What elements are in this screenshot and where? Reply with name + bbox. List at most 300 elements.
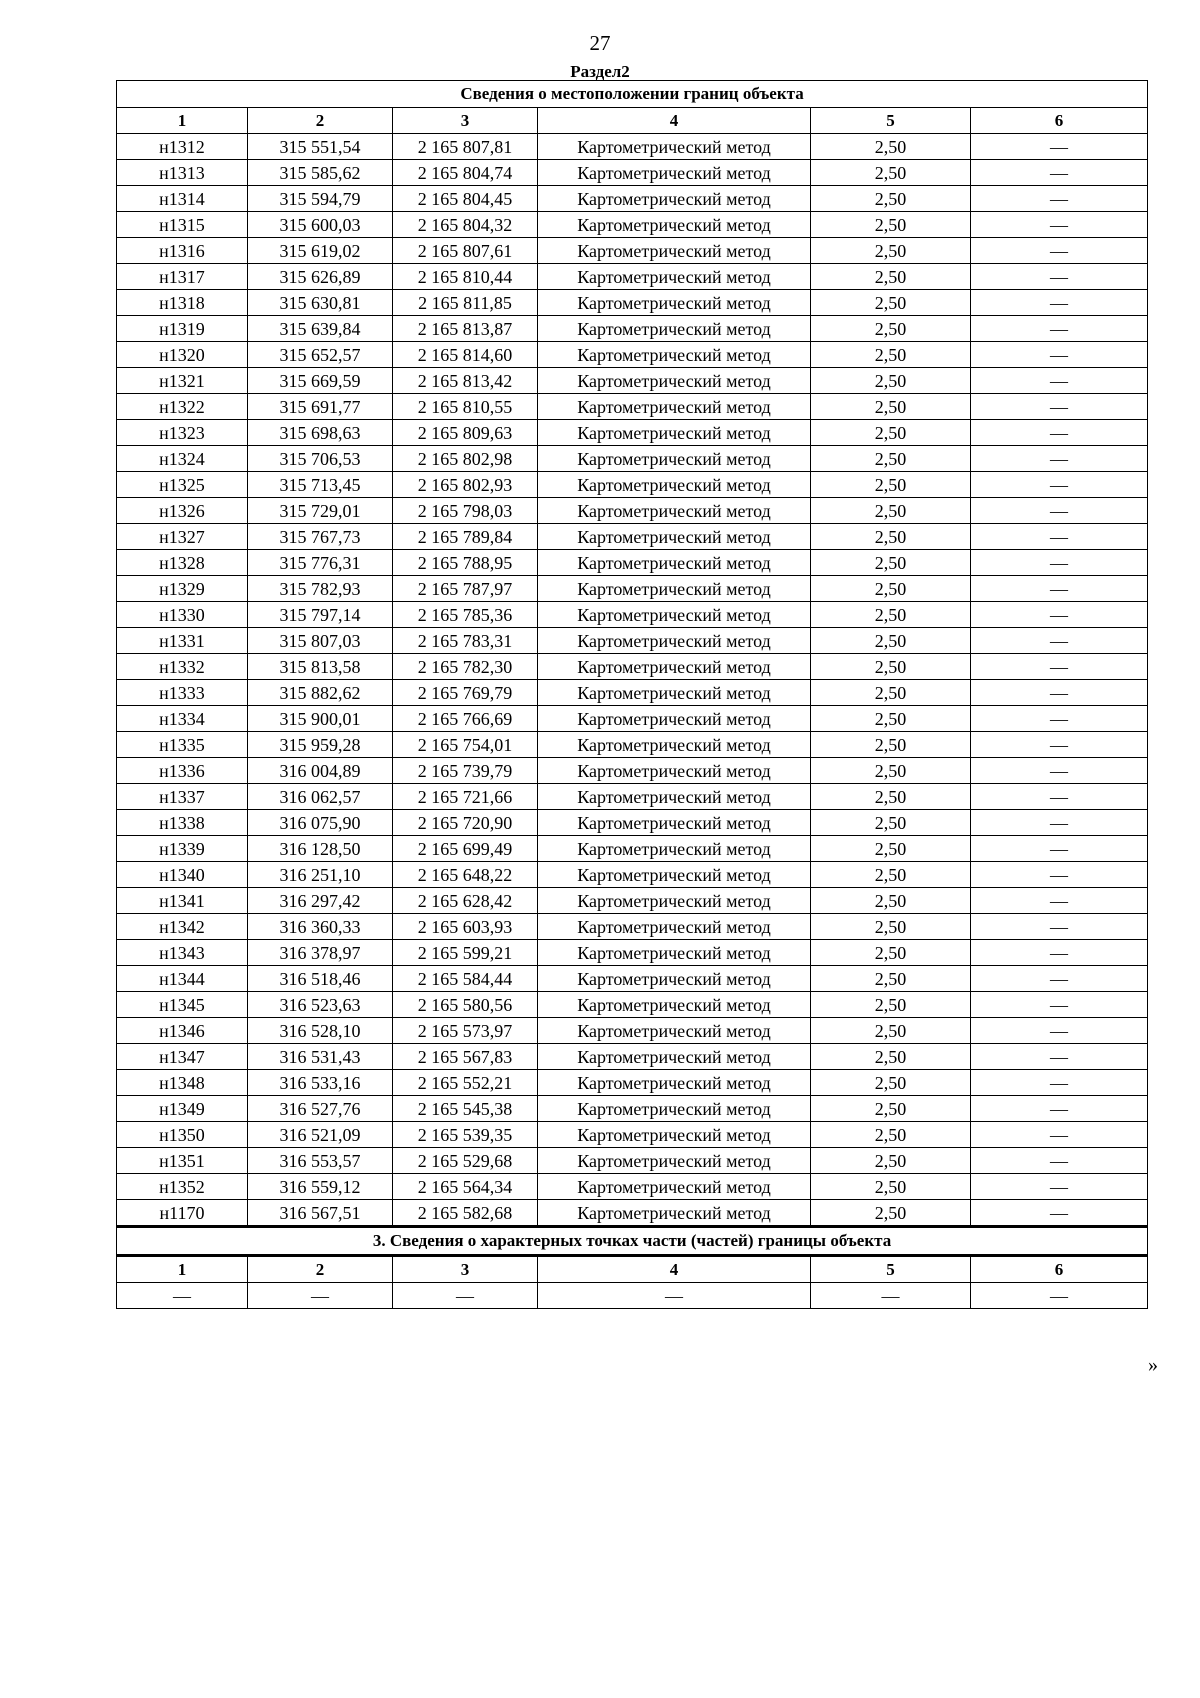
table-row	[117, 1122, 1148, 1148]
table-row	[117, 836, 1148, 862]
table-row-cell: 2,50	[811, 1200, 971, 1227]
table-row	[117, 134, 1148, 160]
table-row-cell: 2 165 807,61	[393, 238, 538, 264]
table-row-cell: —	[971, 1096, 1148, 1122]
table-row-cell: 2,50	[811, 342, 971, 368]
table-row-cell: Картометрический метод	[538, 1122, 811, 1148]
table-row-cell: 2 165 813,42	[393, 368, 538, 394]
table-row-cell: —	[971, 420, 1148, 446]
table-row-cell: —	[971, 680, 1148, 706]
table-row-cell: Картометрический метод	[538, 134, 811, 160]
table-row-cell: —	[971, 550, 1148, 576]
table-row-cell: н1348	[117, 1070, 248, 1096]
table-row-cell: 2,50	[811, 524, 971, 550]
table-row-cell: Картометрический метод	[538, 342, 811, 368]
table-row-cell: 2,50	[811, 290, 971, 316]
table-row-cell: 2 165 720,90	[393, 810, 538, 836]
table-row-cell: Картометрический метод	[538, 524, 811, 550]
table-row-cell: 2 165 529,68	[393, 1148, 538, 1174]
table-row-cell: —	[971, 1018, 1148, 1044]
table-row	[117, 394, 1148, 420]
table-row-cell: —	[971, 1044, 1148, 1070]
table-row	[117, 1096, 1148, 1122]
table-row-cell: 2 165 648,22	[393, 862, 538, 888]
table1-header-row-cell: 6	[971, 108, 1148, 134]
table-row-cell: Картометрический метод	[538, 316, 811, 342]
table-row-cell: —	[393, 1283, 538, 1309]
table1-header-row	[117, 108, 1148, 134]
table-row-cell: 2,50	[811, 446, 971, 472]
table-row-cell: 316 360,33	[248, 914, 393, 940]
table-row-cell: Картометрический метод	[538, 290, 811, 316]
table-row	[117, 160, 1148, 186]
table-row-cell: 315 600,03	[248, 212, 393, 238]
table-row-cell: 2 165 599,21	[393, 940, 538, 966]
table-row	[117, 1044, 1148, 1070]
table-row-cell: 316 062,57	[248, 784, 393, 810]
table2-caption: 3. Сведения о характерных точках части (частей) границы объекта	[117, 1227, 1148, 1256]
table-row-cell: 2 165 721,66	[393, 784, 538, 810]
table-row-cell: н1329	[117, 576, 248, 602]
table1-header-row-cell: 1	[117, 108, 248, 134]
table-row-cell: н1346	[117, 1018, 248, 1044]
table-row-cell: 2 165 628,42	[393, 888, 538, 914]
table-row-cell: Картометрический метод	[538, 1018, 811, 1044]
table-row-cell: Картометрический метод	[538, 732, 811, 758]
table-row-cell: 2 165 810,44	[393, 264, 538, 290]
table-row	[117, 654, 1148, 680]
table-row	[117, 784, 1148, 810]
table-row-cell: 2,50	[811, 160, 971, 186]
table-row-cell: 2 165 810,55	[393, 394, 538, 420]
table-row-cell: 2 165 739,79	[393, 758, 538, 784]
table-row-cell: 2,50	[811, 1122, 971, 1148]
table-row-cell: Картометрический метод	[538, 810, 811, 836]
table-row-cell: 2 165 545,38	[393, 1096, 538, 1122]
table2-header-row-cell: 5	[811, 1256, 971, 1283]
table-row-cell: 2 165 811,85	[393, 290, 538, 316]
table-row	[117, 212, 1148, 238]
table-row-cell: 2,50	[811, 628, 971, 654]
table-row-cell: 315 807,03	[248, 628, 393, 654]
table-row-cell: 316 378,97	[248, 940, 393, 966]
table-row	[117, 862, 1148, 888]
table-row-cell: 2 165 539,35	[393, 1122, 538, 1148]
table-row-cell: 2 165 573,97	[393, 1018, 538, 1044]
table-row-cell: —	[971, 212, 1148, 238]
table-row	[117, 264, 1148, 290]
table-row-cell: 2,50	[811, 1174, 971, 1200]
table-row-cell: 315 652,57	[248, 342, 393, 368]
table-row-cell: н1340	[117, 862, 248, 888]
table-row-cell: 315 585,62	[248, 160, 393, 186]
table-row-cell: н1335	[117, 732, 248, 758]
table-row-cell: —	[971, 576, 1148, 602]
table-row-cell: 2 165 807,81	[393, 134, 538, 160]
table-row-cell: 316 128,50	[248, 836, 393, 862]
table-row-cell: 2 165 603,93	[393, 914, 538, 940]
table-row-cell: 315 767,73	[248, 524, 393, 550]
table-row-cell: 2 165 754,01	[393, 732, 538, 758]
table-row	[117, 1174, 1148, 1200]
table-row-cell: —	[971, 992, 1148, 1018]
table-row-cell: н1326	[117, 498, 248, 524]
table-row-cell: —	[971, 498, 1148, 524]
table-row-cell: Картометрический метод	[538, 680, 811, 706]
table-row-cell: 2 165 798,03	[393, 498, 538, 524]
table-row-cell: 315 959,28	[248, 732, 393, 758]
table-row-cell: —	[971, 1148, 1148, 1174]
table-row-cell: н1347	[117, 1044, 248, 1070]
table-row-cell: н1337	[117, 784, 248, 810]
table-row-cell: н1345	[117, 992, 248, 1018]
table-row	[117, 680, 1148, 706]
table-row-cell: —	[971, 1070, 1148, 1096]
table-row-cell: —	[971, 628, 1148, 654]
table-row-cell: Картометрический метод	[538, 706, 811, 732]
table-row-cell: Картометрический метод	[538, 940, 811, 966]
table-row-cell: Картометрический метод	[538, 654, 811, 680]
table-row-cell: Картометрический метод	[538, 1174, 811, 1200]
table-row-cell: 2,50	[811, 212, 971, 238]
table-row-cell: н1315	[117, 212, 248, 238]
table-row	[117, 992, 1148, 1018]
table-row-cell: 315 594,79	[248, 186, 393, 212]
table-row	[117, 446, 1148, 472]
table-row-cell: н1317	[117, 264, 248, 290]
closing-quote: »	[1148, 1354, 1158, 1376]
table-row-cell: 2 165 766,69	[393, 706, 538, 732]
table-row-cell: 2,50	[811, 940, 971, 966]
table-row-cell: 316 523,63	[248, 992, 393, 1018]
table-row-cell: 2,50	[811, 1096, 971, 1122]
table2-header-row-cell: 4	[538, 1256, 811, 1283]
table-row-cell: —	[971, 264, 1148, 290]
table-row	[117, 888, 1148, 914]
table-row-cell: —	[971, 160, 1148, 186]
table-row-cell: 315 630,81	[248, 290, 393, 316]
table-row	[117, 732, 1148, 758]
table-row-cell: 2 165 802,93	[393, 472, 538, 498]
table-row-cell: 316 297,42	[248, 888, 393, 914]
table-row-cell: Картометрический метод	[538, 1200, 811, 1227]
table-row-cell: 315 626,89	[248, 264, 393, 290]
table-row-cell: н1321	[117, 368, 248, 394]
table-row-cell: Картометрический метод	[538, 212, 811, 238]
table-row-cell: —	[971, 290, 1148, 316]
table-row-cell: 316 559,12	[248, 1174, 393, 1200]
table-row-cell: Картометрический метод	[538, 1096, 811, 1122]
table-row-cell: 2 165 788,95	[393, 550, 538, 576]
table-row-cell: н1344	[117, 966, 248, 992]
table-row-cell: 2,50	[811, 472, 971, 498]
table-row-cell: 2,50	[811, 1044, 971, 1070]
table-row-cell: —	[971, 1122, 1148, 1148]
table-row-cell: н1343	[117, 940, 248, 966]
table-row-cell: 2,50	[811, 914, 971, 940]
table-row-cell: 2,50	[811, 368, 971, 394]
table-row-cell: 315 729,01	[248, 498, 393, 524]
table-row	[117, 706, 1148, 732]
table2-header-row-cell: 1	[117, 1256, 248, 1283]
table-row	[117, 368, 1148, 394]
table-row-cell: —	[971, 472, 1148, 498]
table-row-cell: 315 619,02	[248, 238, 393, 264]
table-row-cell: н1324	[117, 446, 248, 472]
table-row-cell: 316 553,57	[248, 1148, 393, 1174]
table-row-cell: 2 165 809,63	[393, 420, 538, 446]
table-row-cell: 315 882,62	[248, 680, 393, 706]
table-row	[117, 966, 1148, 992]
table-row-cell: 2 165 813,87	[393, 316, 538, 342]
table1-header-row-cell: 4	[538, 108, 811, 134]
table-row-cell: н1322	[117, 394, 248, 420]
table-row-cell: —	[971, 784, 1148, 810]
table-row-cell: н1328	[117, 550, 248, 576]
table-row-cell: —	[538, 1283, 811, 1309]
table-row	[117, 810, 1148, 836]
table-row-cell: 315 776,31	[248, 550, 393, 576]
table1-header-row-cell: 2	[248, 108, 393, 134]
table-row-cell: Картометрический метод	[538, 602, 811, 628]
table-row	[117, 1148, 1148, 1174]
table-row-cell: н1327	[117, 524, 248, 550]
table-row-cell: 2 165 783,31	[393, 628, 538, 654]
table-row	[117, 186, 1148, 212]
table-row	[117, 602, 1148, 628]
table-row-cell: Картометрический метод	[538, 550, 811, 576]
table-row-cell: —	[971, 1200, 1148, 1227]
table-row-cell: 316 251,10	[248, 862, 393, 888]
table-row-cell: —	[971, 836, 1148, 862]
table-row-cell: Картометрический метод	[538, 238, 811, 264]
table-row-cell: 2,50	[811, 732, 971, 758]
table-row-cell: 315 782,93	[248, 576, 393, 602]
table1-caption: Сведения о местоположении границ объекта	[117, 81, 1148, 108]
table-row-cell: н1338	[117, 810, 248, 836]
table1-header-row-cell: 3	[393, 108, 538, 134]
table-row-cell: н1323	[117, 420, 248, 446]
table-row-cell: 316 533,16	[248, 1070, 393, 1096]
table-row-cell: 316 004,89	[248, 758, 393, 784]
table2-header-row	[117, 1256, 1148, 1283]
table-row	[117, 238, 1148, 264]
table-row-cell: 2,50	[811, 316, 971, 342]
table-row-cell: 2 165 564,34	[393, 1174, 538, 1200]
table-row-cell: н1351	[117, 1148, 248, 1174]
table-row-cell: 2 165 552,21	[393, 1070, 538, 1096]
table-row-cell: 2 165 582,68	[393, 1200, 538, 1227]
table-row	[117, 914, 1148, 940]
table-row-cell: 2,50	[811, 654, 971, 680]
table-row-cell: —	[971, 1283, 1148, 1309]
table-row-cell: —	[971, 446, 1148, 472]
table-row-cell: 2,50	[811, 602, 971, 628]
table-row-cell: 2 165 699,49	[393, 836, 538, 862]
page-number: 27	[589, 31, 611, 55]
table-row-cell: —	[117, 1283, 248, 1309]
table-row-cell: —	[971, 524, 1148, 550]
table-row-cell: 2,50	[811, 498, 971, 524]
table-row-cell: 316 518,46	[248, 966, 393, 992]
table-row-cell: н1333	[117, 680, 248, 706]
table-row-cell: н1341	[117, 888, 248, 914]
table-row	[117, 316, 1148, 342]
table-row-cell: Картометрический метод	[538, 446, 811, 472]
table-row	[117, 498, 1148, 524]
table-row-cell: 316 521,09	[248, 1122, 393, 1148]
table-row-cell: 2,50	[811, 706, 971, 732]
table-row-cell: н1318	[117, 290, 248, 316]
table-row-cell: 315 698,63	[248, 420, 393, 446]
table-row-cell: 315 797,14	[248, 602, 393, 628]
table-row-cell: —	[971, 732, 1148, 758]
table-row-cell: Картометрический метод	[538, 576, 811, 602]
table-row-cell: 2,50	[811, 550, 971, 576]
table-row-cell: 2 165 804,45	[393, 186, 538, 212]
table-row-cell: н1316	[117, 238, 248, 264]
table-row-cell: н1334	[117, 706, 248, 732]
table-row-cell: Картометрический метод	[538, 1148, 811, 1174]
table-row-cell: Картометрический метод	[538, 1044, 811, 1070]
table-row-cell: —	[971, 810, 1148, 836]
table-row-cell: Картометрический метод	[538, 836, 811, 862]
table-row-cell: 315 551,54	[248, 134, 393, 160]
table-row-cell: 2,50	[811, 862, 971, 888]
table-row-cell: н1336	[117, 758, 248, 784]
boundary-table	[116, 80, 1148, 1309]
table-row	[117, 1070, 1148, 1096]
table-row-cell: 2,50	[811, 420, 971, 446]
table-row-cell: —	[971, 966, 1148, 992]
table2-header-row-cell: 2	[248, 1256, 393, 1283]
table-row-cell: Картометрический метод	[538, 160, 811, 186]
table-row-cell: Картометрический метод	[538, 914, 811, 940]
table-row	[117, 628, 1148, 654]
table-row-cell: —	[971, 758, 1148, 784]
table2-caption-row	[117, 1227, 1148, 1256]
table-row-cell: н1352	[117, 1174, 248, 1200]
table-row-cell: —	[971, 134, 1148, 160]
table-row-cell: 316 567,51	[248, 1200, 393, 1227]
table-row-cell: 2,50	[811, 966, 971, 992]
table-row-cell: 2,50	[811, 394, 971, 420]
table-row-cell: 2 165 769,79	[393, 680, 538, 706]
table-row-cell: н1312	[117, 134, 248, 160]
table-row-cell: —	[971, 862, 1148, 888]
table-row-cell: н1339	[117, 836, 248, 862]
table-row-cell: 2 165 782,30	[393, 654, 538, 680]
table-row	[117, 576, 1148, 602]
table-row-cell: 2,50	[811, 784, 971, 810]
table-row-cell: Картометрический метод	[538, 394, 811, 420]
table-row-cell: Картометрический метод	[538, 784, 811, 810]
table-row-cell: 2,50	[811, 888, 971, 914]
table-row-cell: 2 165 814,60	[393, 342, 538, 368]
section-title: Раздел2	[570, 62, 630, 81]
table-row-cell: —	[971, 368, 1148, 394]
table-row	[117, 472, 1148, 498]
table-row-cell: —	[811, 1283, 971, 1309]
table1-header-row-cell: 5	[811, 108, 971, 134]
table2-header-row-cell: 3	[393, 1256, 538, 1283]
table-row	[117, 1200, 1148, 1227]
table-row-cell: 2 165 804,74	[393, 160, 538, 186]
table-row-cell: 2 165 584,44	[393, 966, 538, 992]
table-row	[117, 524, 1148, 550]
table-row	[117, 1018, 1148, 1044]
table-row-cell: 2 165 789,84	[393, 524, 538, 550]
table-row-cell: н1330	[117, 602, 248, 628]
table-row-cell: н1320	[117, 342, 248, 368]
table-row-cell: н1332	[117, 654, 248, 680]
table-row-cell: —	[971, 914, 1148, 940]
table-row-cell: Картометрический метод	[538, 1070, 811, 1096]
table-row-cell: н1314	[117, 186, 248, 212]
table-row-cell: Картометрический метод	[538, 420, 811, 446]
table-row	[117, 1283, 1148, 1309]
table-row	[117, 940, 1148, 966]
table-row-cell: Картометрический метод	[538, 368, 811, 394]
table-row-cell: 2,50	[811, 1148, 971, 1174]
table-row-cell: 2,50	[811, 680, 971, 706]
table-row-cell: 2 165 802,98	[393, 446, 538, 472]
table-row	[117, 758, 1148, 784]
table-row-cell: Картометрический метод	[538, 888, 811, 914]
table-row-cell: —	[971, 940, 1148, 966]
table-row-cell: 2 165 785,36	[393, 602, 538, 628]
table-row-cell: н1325	[117, 472, 248, 498]
table-row-cell: 315 713,45	[248, 472, 393, 498]
table-row	[117, 420, 1148, 446]
table-row-cell: 2,50	[811, 576, 971, 602]
table-row-cell: н1349	[117, 1096, 248, 1122]
table-row-cell: н1319	[117, 316, 248, 342]
table-row-cell: 2 165 787,97	[393, 576, 538, 602]
table-row-cell: —	[971, 238, 1148, 264]
table-row-cell: Картометрический метод	[538, 758, 811, 784]
table-row-cell: 2,50	[811, 134, 971, 160]
table-row-cell: н1170	[117, 1200, 248, 1227]
table-row-cell: Картометрический метод	[538, 264, 811, 290]
table-row-cell: н1350	[117, 1122, 248, 1148]
table-row-cell: н1313	[117, 160, 248, 186]
table-row-cell: —	[971, 394, 1148, 420]
table-row-cell: 316 531,43	[248, 1044, 393, 1070]
table-row-cell: н1331	[117, 628, 248, 654]
table-row-cell: 2,50	[811, 238, 971, 264]
table-row-cell: 315 900,01	[248, 706, 393, 732]
table-row-cell: 2,50	[811, 992, 971, 1018]
table-row-cell: —	[971, 186, 1148, 212]
table-row-cell: 2,50	[811, 186, 971, 212]
table-row-cell: 316 528,10	[248, 1018, 393, 1044]
table-row-cell: 2,50	[811, 758, 971, 784]
table-row	[117, 290, 1148, 316]
table-row-cell: —	[971, 654, 1148, 680]
table-row-cell: Картометрический метод	[538, 498, 811, 524]
table-row-cell: н1342	[117, 914, 248, 940]
table-row-cell: Картометрический метод	[538, 966, 811, 992]
table-row-cell: Картометрический метод	[538, 472, 811, 498]
table-row-cell: 315 813,58	[248, 654, 393, 680]
table-row-cell: —	[971, 1174, 1148, 1200]
table-row-cell: —	[971, 316, 1148, 342]
table-row	[117, 342, 1148, 368]
table-row-cell: 2 165 567,83	[393, 1044, 538, 1070]
table-row-cell: 2 165 580,56	[393, 992, 538, 1018]
table-row-cell: 315 706,53	[248, 446, 393, 472]
